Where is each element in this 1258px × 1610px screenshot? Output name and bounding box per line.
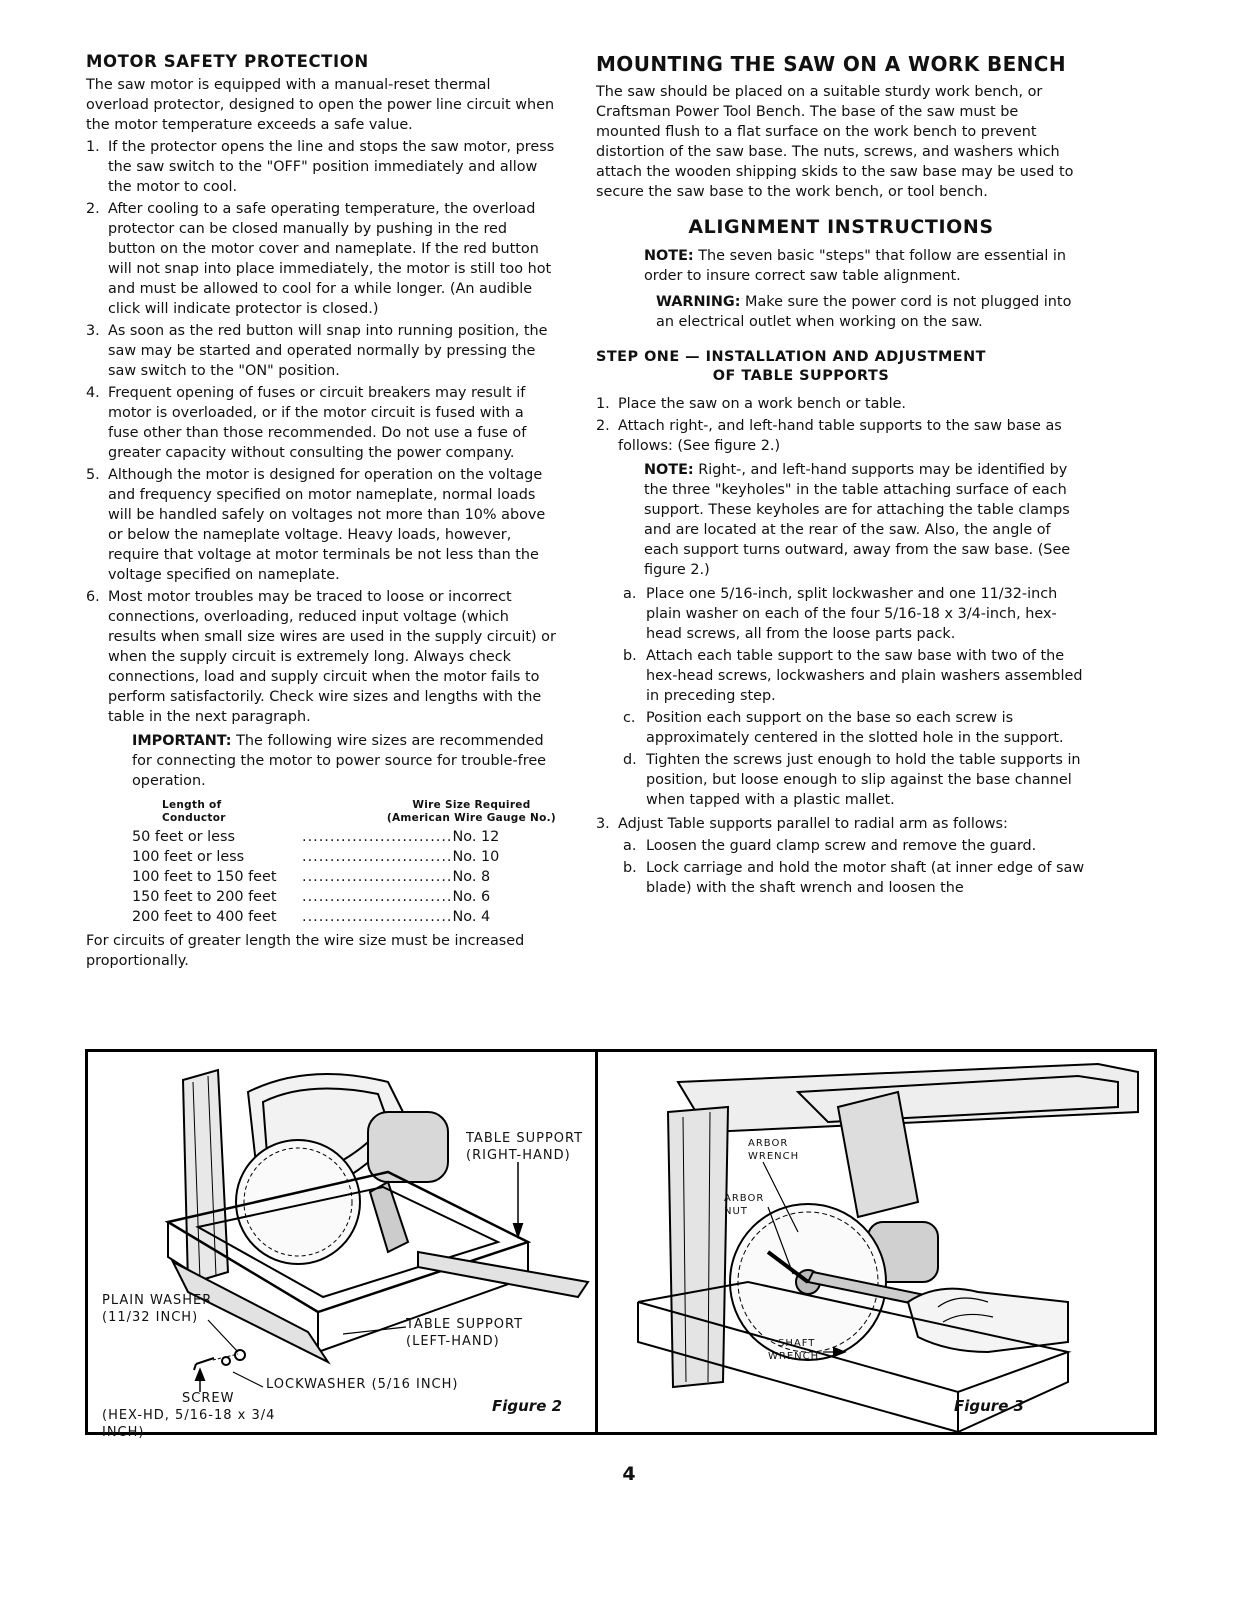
list-item xyxy=(596,646,1086,706)
wire-gauge: No. 6 xyxy=(452,889,491,905)
item-letter: a. xyxy=(623,838,637,854)
item-text: Position each support on the base so each screw is approximately centered in the slotted hole in the support. xyxy=(646,710,1064,746)
wire-distance: 100 feet or less xyxy=(132,849,245,865)
figure-3 xyxy=(598,1052,1154,1432)
leader-dots: ........................... xyxy=(302,909,453,925)
label-line: (11/32 INCH) xyxy=(102,1310,199,1325)
label-table-support-right xyxy=(466,1130,583,1164)
wire-header-size xyxy=(387,799,556,825)
label-line: WRENCH xyxy=(768,1351,820,1362)
item-text: Attach right-, and left-hand table supports to the saw base as follows: (See figure 2.) xyxy=(618,418,1062,454)
label-table-support-left xyxy=(406,1316,523,1350)
wire-table-header xyxy=(162,799,556,825)
item-number: 2. xyxy=(596,418,610,434)
item-number: 5. xyxy=(86,467,100,483)
step-two-sublist xyxy=(596,584,1086,810)
label-arbor-nut xyxy=(724,1192,764,1218)
item-text: After cooling to a safe operating temperature, the overload protector can be closed manually by pushing in the red button on the motor cover and nameplate. If the red button will not snap into place immediately, the motor is still too hot and must be allowed to cool for a while longer. (An audible click will indicate protector is closed.) xyxy=(108,201,552,317)
wire-distance: 100 feet to 150 feet xyxy=(132,869,277,885)
leader-dots: ........................... xyxy=(302,829,453,845)
item-letter: b. xyxy=(623,860,637,876)
wire-gauge: No. 10 xyxy=(452,849,500,865)
item-number: 4. xyxy=(86,385,100,401)
warning-text: Make sure the power cord is not plugged into an electrical outlet when working on the saw. xyxy=(656,294,1072,330)
table-row xyxy=(132,887,513,907)
item-text: Most motor troubles may be traced to loose or incorrect connections, overloading, reduced input voltage (which results when small size wires are used in the supply circuit) or when the supply circuit is extremely long. Always check connections, load and supply circuit when the motor fails to perform satisfactorily. Check wire sizes and lengths with the table in the next paragraph. xyxy=(108,589,556,725)
label-line: (LEFT-HAND) xyxy=(406,1334,500,1349)
note-label: NOTE: xyxy=(644,248,694,264)
label-line: SHAFT xyxy=(778,1338,816,1349)
label-arbor-wrench xyxy=(748,1137,799,1163)
leader-dots: ........................... xyxy=(302,849,453,865)
label-line: ARBOR xyxy=(748,1138,789,1149)
wire-header-size-line1: Wire Size Required xyxy=(412,799,531,811)
wire-closing-text: For circuits of greater length the wire size must be increased proportionally. xyxy=(86,933,525,969)
label-plain-washer xyxy=(102,1292,212,1326)
figure-2-illustration xyxy=(88,1052,595,1432)
list-item xyxy=(596,708,1086,748)
item-text: If the protector opens the line and stops the saw motor, press the saw switch to the "OFF" position immediately and allow the motor to cool. xyxy=(108,139,555,195)
label-screw xyxy=(102,1390,302,1441)
label-line: SCREW xyxy=(182,1391,235,1406)
alignment-note xyxy=(644,246,1086,286)
right-column xyxy=(596,52,1086,900)
important-text: The following wire sizes are recommended for connecting the motor to power source for trouble-free operation. xyxy=(132,733,547,789)
item-text: Tighten the screws just enough to hold the table supports in position, but loose enough to slip against the base channel when tapped with a plastic mallet. xyxy=(646,752,1081,808)
label-line: NUT xyxy=(724,1206,748,1217)
page-number: 4 xyxy=(622,1463,636,1485)
wire-header-length-line2: Conductor xyxy=(162,812,226,824)
item-number: 3. xyxy=(596,816,610,832)
list-item xyxy=(86,321,556,381)
important-note xyxy=(132,731,556,791)
step-one-list xyxy=(596,394,1086,456)
item-text: Place one 5/16-inch, split lockwasher and one 11/32-inch plain washer on each of the four 5/16-18 x 3/4-inch, hex-head screws, all from the loose parts pack. xyxy=(646,586,1058,642)
motor-list xyxy=(86,137,556,727)
list-item xyxy=(596,416,1086,456)
step-one-heading xyxy=(596,348,1086,386)
step-one-title-line2: OF TABLE SUPPORTS xyxy=(712,368,890,384)
label-line: (RIGHT-HAND) xyxy=(466,1148,571,1163)
warning-note xyxy=(656,292,1086,332)
leader-dots: ........................... xyxy=(302,869,453,885)
left-column xyxy=(86,52,556,971)
leader-dots: ........................... xyxy=(302,889,453,905)
item-text: Although the motor is designed for operation on the voltage and frequency specified on motor nameplate, normal loads will be handled safely on voltages not more than 10% above or below the nameplate voltage. Heavy loads, however, require that voltage at motor terminals be not less than the voltage specified on nameplate. xyxy=(108,467,546,583)
list-item xyxy=(86,199,556,319)
list-item xyxy=(596,814,1086,834)
item-letter: b. xyxy=(623,648,637,664)
wire-gauge: No. 12 xyxy=(452,829,500,845)
note-text: The seven basic "steps" that follow are essential in order to insure correct saw table alignment. xyxy=(644,248,1067,284)
list-item xyxy=(596,584,1086,644)
label-line: PLAIN WASHER xyxy=(102,1293,213,1308)
supports-note xyxy=(644,460,1086,580)
wire-size-table xyxy=(132,827,513,927)
warning-label: WARNING: xyxy=(656,294,741,310)
item-number: 6. xyxy=(86,589,100,605)
wire-gauge: No. 4 xyxy=(452,909,491,925)
mounting-heading: MOUNTING THE SAW ON A WORK BENCH xyxy=(596,52,1067,76)
motor-intro: The saw motor is equipped with a manual-reset thermal overload protector, designed to open the power line circuit when the motor temperature exceeds a safe value. xyxy=(86,77,555,133)
list-item xyxy=(86,465,556,585)
figure-2 xyxy=(88,1052,595,1440)
wire-header-length-line1: Length of xyxy=(162,799,222,811)
figure-3-caption: Figure 3 xyxy=(954,1397,1025,1415)
note-label: NOTE: xyxy=(644,462,694,478)
item-text: Loosen the guard clamp screw and remove the guard. xyxy=(646,838,1037,854)
item-number: 1. xyxy=(86,139,100,155)
figure-3-illustration xyxy=(598,1052,1154,1432)
list-item xyxy=(596,836,1086,856)
mounting-text: The saw should be placed on a suitable sturdy work bench, or Craftsman Power Tool Bench. The base of the saw must be mounted flush to a flat surface on the work bench to prevent distortion of the saw base. The nuts, screws, and washers which attach the wooden shipping skids to the saw base may be used to secure the saw base to the work bench, or tool bench. xyxy=(596,84,1074,200)
table-row xyxy=(132,867,513,887)
list-item xyxy=(86,137,556,197)
label-shaft-wrench xyxy=(768,1337,819,1363)
label-line: TABLE SUPPORT xyxy=(406,1317,524,1332)
step-three-list xyxy=(596,814,1086,834)
list-item xyxy=(596,858,1086,898)
list-item xyxy=(86,383,556,463)
figures-panel xyxy=(85,1049,1157,1440)
item-text: Frequent opening of fuses or circuit breakers may result if motor is overloaded, or if the motor circuit is fused with a fuse other than those recommended. Do not use a fuse of greater capacity without consulting the power company. xyxy=(108,385,527,461)
wire-distance: 50 feet or less xyxy=(132,829,236,845)
list-item xyxy=(86,587,556,727)
label-line: WRENCH xyxy=(748,1151,800,1162)
list-item xyxy=(596,394,1086,414)
figure-2-caption: Figure 2 xyxy=(492,1397,563,1415)
note-text: Right-, and left-hand supports may be identified by the three "keyholes" in the table attaching surface of each support. These keyholes are for attaching the table clamps and are located at the rear of the saw. Also, the angle of each support turns outward, away from the saw base. (See figure 2.) xyxy=(644,462,1071,578)
item-number: 2. xyxy=(86,201,100,217)
item-text: Place the saw on a work bench or table. xyxy=(618,396,907,412)
table-row xyxy=(132,827,513,847)
item-text: Attach each table support to the saw base with two of the hex-head screws, lockwashers and plain washers assembled in preceding step. xyxy=(646,648,1083,704)
item-text: Adjust Table supports parallel to radial arm as follows: xyxy=(618,816,1008,832)
item-letter: a. xyxy=(623,586,637,602)
table-row xyxy=(132,847,513,867)
wire-distance: 150 feet to 200 feet xyxy=(132,889,277,905)
item-number: 3. xyxy=(86,323,100,339)
step-three-sublist xyxy=(596,836,1086,898)
motor-safety-heading: MOTOR SAFETY PROTECTION xyxy=(86,52,369,71)
item-letter: c. xyxy=(623,710,636,726)
item-text: As soon as the red button will snap into running position, the saw may be started and operated normally by pressing the saw switch to the "ON" position. xyxy=(108,323,548,379)
item-letter: d. xyxy=(623,752,637,768)
table-row xyxy=(132,907,513,927)
alignment-heading: ALIGNMENT INSTRUCTIONS xyxy=(688,216,994,238)
list-item xyxy=(596,750,1086,810)
wire-header-length xyxy=(162,799,226,825)
step-one-title-line1: STEP ONE — INSTALLATION AND ADJUSTMENT xyxy=(596,349,986,365)
item-number: 1. xyxy=(596,396,610,412)
wire-header-size-line2: (American Wire Gauge No.) xyxy=(386,812,556,824)
important-label: IMPORTANT: xyxy=(132,733,232,749)
label-lockwasher: LOCKWASHER (5/16 INCH) xyxy=(266,1377,459,1392)
label-line: (HEX-HD, 5/16-18 x 3/4 INCH) xyxy=(102,1408,276,1440)
label-line: TABLE SUPPORT xyxy=(466,1131,584,1146)
label-line: ARBOR xyxy=(724,1193,765,1204)
wire-distance: 200 feet to 400 feet xyxy=(132,909,277,925)
wire-gauge: No. 8 xyxy=(452,869,491,885)
item-text: Lock carriage and hold the motor shaft (at inner edge of saw blade) with the shaft wrench and loosen the xyxy=(646,860,1085,896)
